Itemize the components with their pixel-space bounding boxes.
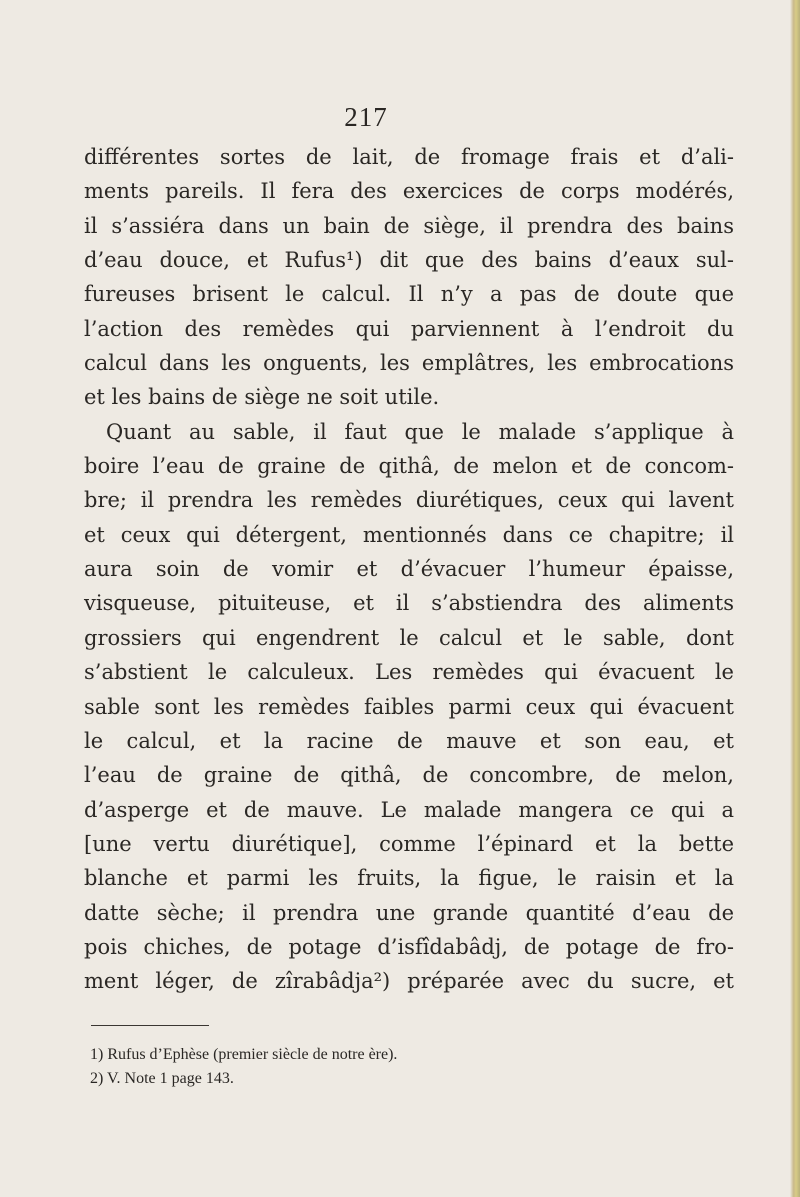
footnote-divider — [91, 1025, 209, 1026]
text-line: d’asperge et de mauve. Le malade mangera ce qui a — [84, 797, 734, 822]
text-line: l’action des remèdes qui parviennent à l’endroit du — [84, 316, 734, 341]
text-line: pois chiches, de potage d’isfîdabâdj, de potage de fro- — [84, 934, 734, 959]
text-line: blanche et parmi les fruits, la figue, le raisin et la — [84, 866, 734, 891]
text-line: boire l’eau de graine de qithâ, de melon et de concom- — [84, 454, 734, 479]
footnote: 1) Rufus d’Ephèse (premier siècle de notre ère). — [90, 1046, 398, 1063]
text-line: d’eau douce, et Rufus¹) dit que des bains d’eaux sul- — [84, 248, 734, 273]
footnotes — [90, 1043, 397, 1091]
body-text — [84, 140, 734, 999]
text-line: le calcul, et la racine de mauve et son eau, et — [84, 728, 734, 753]
text-line: aura soin de vomir et d’évacuer l’humeur épaisse, — [84, 557, 734, 582]
text-line: s’abstient le calculeux. Les remèdes qui évacuent le — [84, 660, 734, 685]
text-line: datte sèche; il prendra une grande quantité d’eau de — [84, 900, 734, 925]
book-binding-edge — [790, 0, 800, 1197]
text-line: et ceux qui détergent, mentionnés dans ce chapitre; il — [84, 522, 734, 547]
footnote: 2) V. Note 1 page 143. — [90, 1070, 234, 1087]
text-line: calcul dans les onguents, les emplâtres, les embrocations — [84, 351, 734, 376]
page-number: 217 — [344, 102, 388, 132]
text-line: fureuses brisent le calcul. Il n’y a pas de doute que — [84, 282, 734, 307]
text-line: différentes sortes de lait, de fromage frais et d’ali- — [84, 145, 734, 169]
text-line: il s’assiéra dans un bain de siège, il prendra des bains — [84, 213, 734, 238]
text-line: bre; il prendra les remèdes diurétiques, ceux qui lavent — [84, 488, 734, 513]
text-line: sable sont les remèdes faibles parmi ceux qui évacuent — [84, 694, 734, 719]
text-line: ment léger, de zîrabâdja²) préparée avec du sucre, et — [84, 969, 734, 994]
text-line: et les bains de siège ne soit utile. — [84, 385, 440, 410]
text-line: l’eau de graine de qithâ, de concombre, de melon, — [84, 763, 734, 788]
text-line: [une vertu diurétique], comme l’épinard et la bette — [84, 831, 734, 856]
text-line: ments pareils. Il fera des exercices de corps modérés, — [84, 179, 734, 204]
text-line: Quant au sable, il faut que le malade s’applique à — [106, 419, 734, 444]
text-line: visqueuse, pituiteuse, et il s’abstiendra des aliments — [84, 591, 734, 616]
text-line: grossiers qui engendrent le calcul et le sable, dont — [84, 625, 734, 650]
